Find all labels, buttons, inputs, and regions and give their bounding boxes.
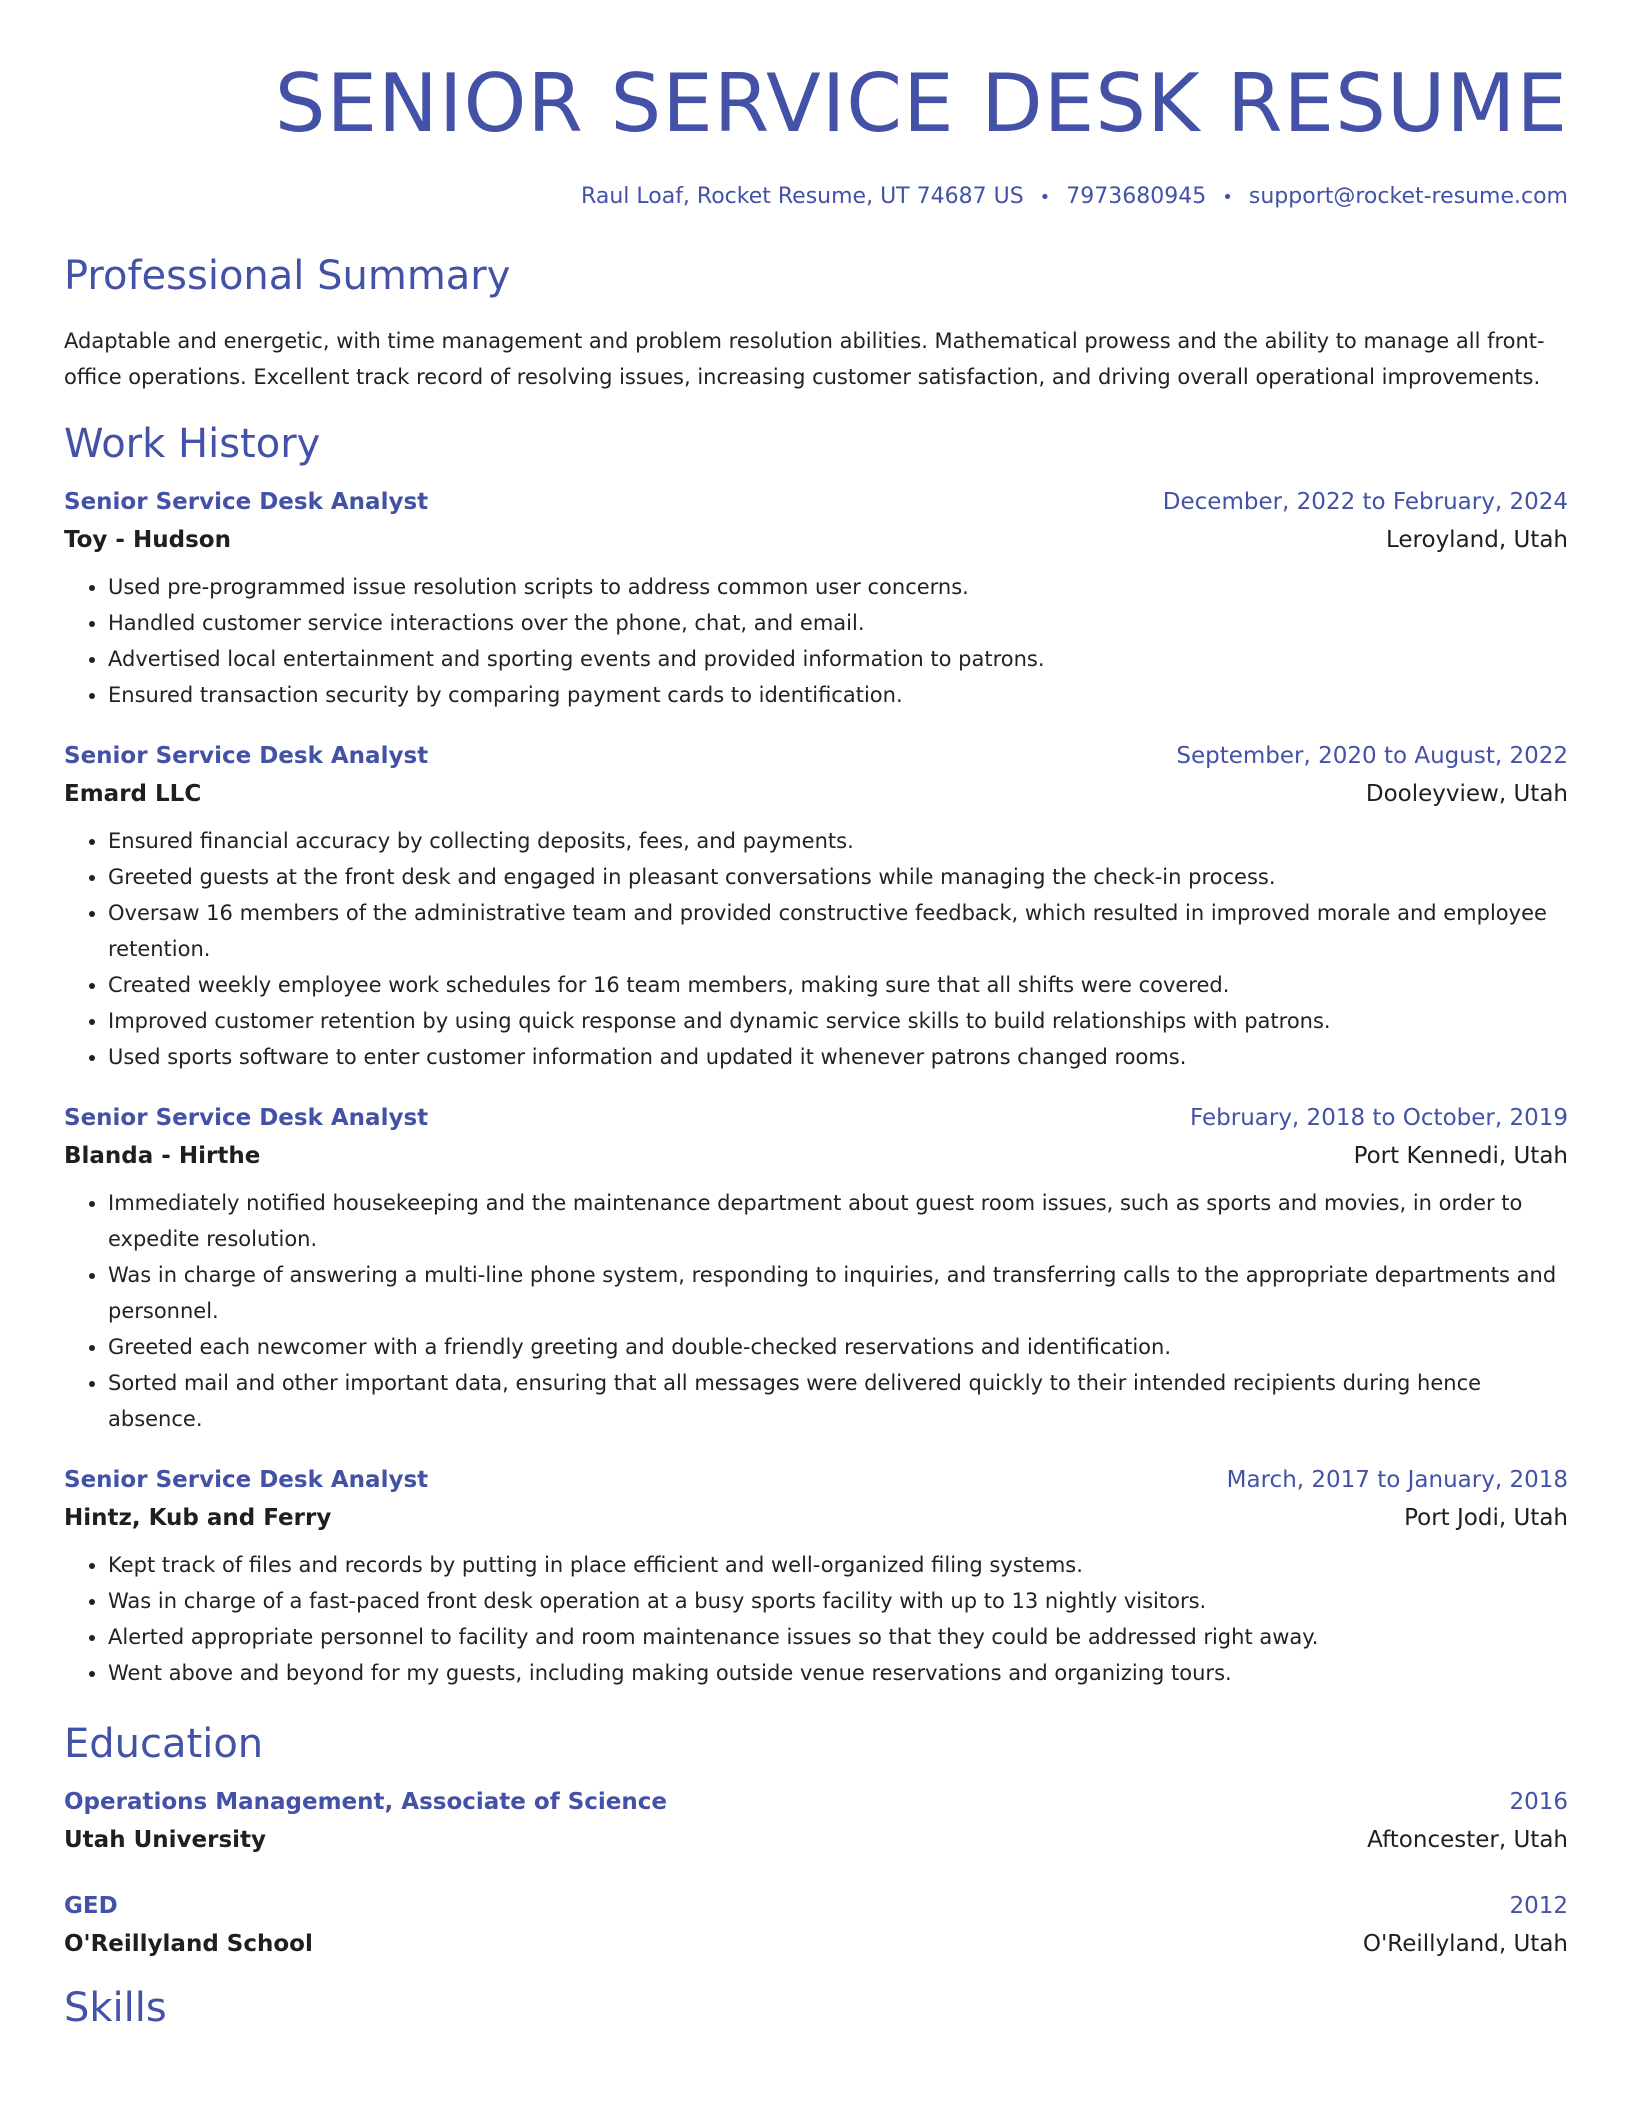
education-degree: Operations Management, Associate of Science [64, 1789, 667, 1815]
job-bullet: • Was in charge of answering a multi-line phone system, responding to inquiries, and transferring calls to the appropriate departments and personnel. [108, 1257, 1568, 1329]
work-history-heading: Work History [64, 421, 321, 467]
job-entry [64, 1099, 1568, 1437]
job-bullet: • Went above and beyond for my guests, including making outside venue reservations and organizing tours. [108, 1655, 1568, 1691]
job-title: Senior Service Desk Analyst [64, 1467, 429, 1493]
job-company: Blanda - Hirthe [64, 1143, 261, 1169]
job-bullet: • Created weekly employee work schedules for 16 team members, making sure that all shifts were covered. [108, 967, 1568, 1003]
education-year: 2016 [1509, 1789, 1568, 1815]
job-title: Senior Service Desk Analyst [64, 489, 429, 515]
summary-text: Adaptable and energetic, with time management and problem resolution abilities. Mathematical prowess and the ability to manage all front-office operations. Excellent track record of resolving issues, increasing customer satisfaction, and driving overall operational improvements. [64, 329, 1545, 389]
job-entry [64, 737, 1568, 1075]
education-location: O'Reillyland, Utah [1362, 1931, 1568, 1957]
job-bullets [64, 1185, 1568, 1437]
skills-heading: Skills [64, 1985, 167, 2031]
job-bullets [64, 1547, 1568, 1691]
contact-email: support@rocket-resume.com [1248, 184, 1568, 209]
contact-separator: • [1039, 187, 1051, 208]
education-location: Aftoncester, Utah [1367, 1827, 1568, 1853]
job-bullet: • Sorted mail and other important data, ensuring that all messages were delivered quickly to their intended recipients during hence absence. [108, 1365, 1568, 1437]
job-company: Emard LLC [64, 781, 202, 807]
job-title: Senior Service Desk Analyst [64, 743, 429, 769]
education-degree: GED [64, 1893, 118, 1919]
job-bullets [64, 569, 1568, 713]
job-bullet: • Greeted each newcomer with a friendly greeting and double-checked reservations and identification. [108, 1329, 1568, 1365]
job-bullet: • Used pre-programmed issue resolution scripts to address common user concerns. [108, 569, 1568, 605]
job-bullet: • Kept track of files and records by putting in place efficient and well-organized filing systems. [108, 1547, 1568, 1583]
education-entry [64, 1887, 1568, 1963]
education-school: Utah University [64, 1827, 267, 1853]
job-bullet: • Alerted appropriate personnel to facility and room maintenance issues so that they could be addressed right away. [108, 1619, 1568, 1655]
contact-address: Raul Loaf, Rocket Resume, UT 74687 US [581, 184, 1024, 209]
contact-line [64, 182, 1568, 213]
job-location: Port Kennedi, Utah [1353, 1143, 1568, 1169]
job-location: Leroyland, Utah [1385, 527, 1568, 553]
resume-title: SENIOR SERVICE DESK RESUME [274, 57, 1568, 150]
job-dates: September, 2020 to August, 2022 [1176, 743, 1568, 769]
job-location: Dooleyview, Utah [1365, 781, 1568, 807]
summary-heading: Professional Summary [64, 253, 511, 299]
job-bullet: • Ensured transaction security by comparing payment cards to identification. [108, 677, 1568, 713]
job-bullet: • Used sports software to enter customer information and updated it whenever patrons changed rooms. [108, 1039, 1568, 1075]
job-title: Senior Service Desk Analyst [64, 1105, 429, 1131]
job-entry [64, 483, 1568, 713]
job-bullet: • Greeted guests at the front desk and engaged in pleasant conversations while managing the check-in process. [108, 859, 1568, 895]
contact-phone: 7973680945 [1066, 184, 1207, 209]
job-dates: December, 2022 to February, 2024 [1162, 489, 1568, 515]
contact-separator: • [1222, 187, 1233, 208]
job-bullet: • Advertised local entertainment and sporting events and provided information to patrons. [108, 641, 1568, 677]
job-dates: February, 2018 to October, 2019 [1190, 1105, 1568, 1131]
job-company: Hintz, Kub and Ferry [64, 1505, 332, 1531]
job-location: Port Jodi, Utah [1404, 1505, 1568, 1531]
job-bullet: • Improved customer retention by using quick response and dynamic service skills to build relationships with patrons. [108, 1003, 1568, 1039]
job-dates: March, 2017 to January, 2018 [1226, 1467, 1568, 1493]
job-bullets [64, 823, 1568, 1075]
education-entry [64, 1783, 1568, 1859]
job-company: Toy - Hudson [64, 527, 231, 553]
education-year: 2012 [1509, 1893, 1568, 1919]
job-bullet: • Was in charge of a fast-paced front desk operation at a busy sports facility with up to 13 nightly visitors. [108, 1583, 1568, 1619]
job-bullet: • Ensured financial accuracy by collecting deposits, fees, and payments. [108, 823, 1568, 859]
job-bullet: • Immediately notified housekeeping and the maintenance department about guest room issues, such as sports and movies, in order to expedite resolution. [108, 1185, 1568, 1257]
job-bullet: • Oversaw 16 members of the administrative team and provided constructive feedback, which resulted in improved morale and employee retention. [108, 895, 1568, 967]
job-entry [64, 1461, 1568, 1691]
education-heading: Education [64, 1721, 264, 1767]
job-bullet: • Handled customer service interactions over the phone, chat, and email. [108, 605, 1568, 641]
education-school: O'Reillyland School [64, 1931, 313, 1957]
